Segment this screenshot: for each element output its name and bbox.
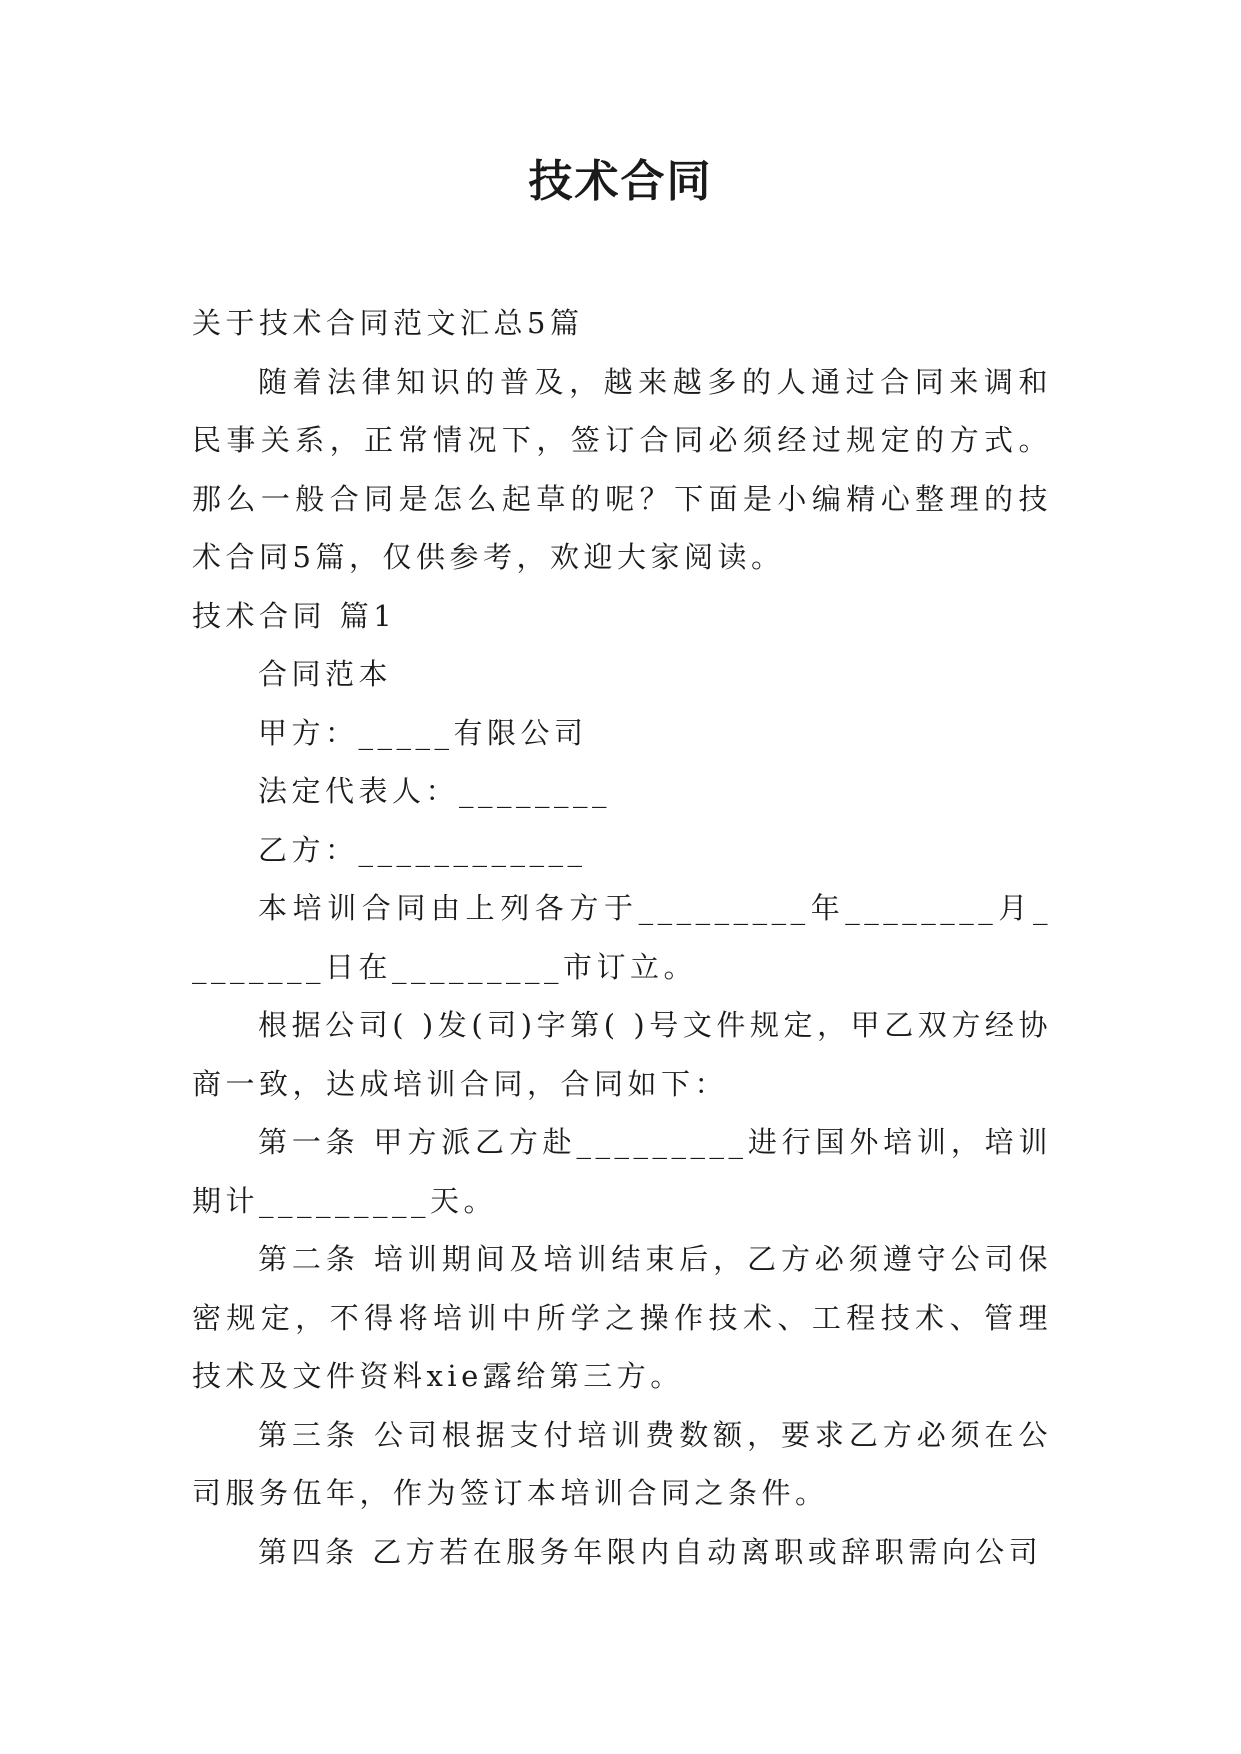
legal-representative-line: 法定代表人：________	[258, 774, 612, 808]
subtitle-paragraph: 关于技术合同范文汇总5篇	[192, 306, 584, 340]
intro-paragraph: 随着法律知识的普及，越来越多的人通过合同来调和民事关系，正常情况下，签订合同必须经过规定的方式。那么一般合同是怎么起草的呢？下面是小编精心整理的技术合同5篇，仅供参考，欢迎大家阅读。	[192, 364, 1052, 574]
party-b-line: 乙方：____________	[258, 832, 587, 867]
article-4-paragraph: 第四条 乙方若在服务年限内自动离职或辞职需向公司	[258, 1534, 1043, 1569]
document-title: 技术合同	[528, 156, 713, 207]
signing-date-paragraph: 本培训合同由上列各方于_________年________月________日在_________市订立。	[192, 891, 1052, 984]
article-1-paragraph: 第一条 甲方派乙方赴_________进行国外培训，培训期计_________天。	[192, 1125, 1052, 1218]
basis-paragraph: 根据公司( )发(司)字第( )号文件规定，甲乙双方经协商一致，达成培训合同，合同如下：	[192, 1008, 1052, 1101]
party-a-line: 甲方：_____有限公司	[258, 715, 588, 750]
section-heading: 技术合同 篇1	[192, 598, 397, 633]
article-3-paragraph: 第三条 公司根据支付培训费数额，要求乙方必须在公司服务伍年，作为签订本培训合同之条件。	[192, 1417, 1052, 1510]
article-2-paragraph: 第二条 培训期间及培训结束后，乙方必须遵守公司保密规定，不得将培训中所学之操作技术、工程技术、管理技术及文件资料xie露给第三方。	[192, 1242, 1052, 1393]
contract-sample-label: 合同范本	[258, 657, 393, 691]
document-body	[192, 294, 1052, 1581]
